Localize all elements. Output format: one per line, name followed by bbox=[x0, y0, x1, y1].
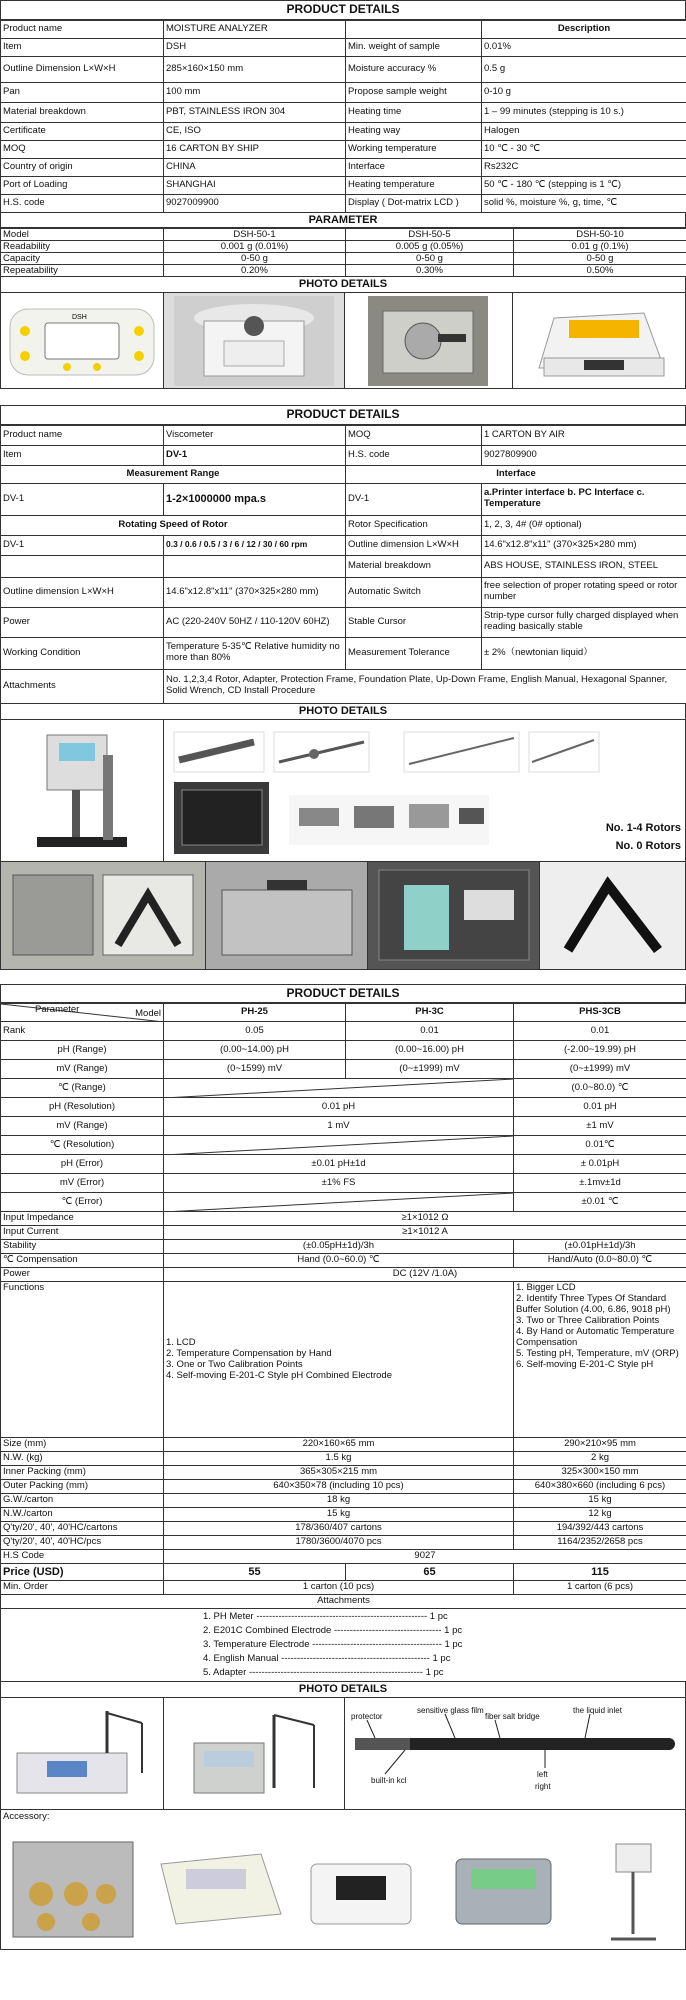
cell: (-2.00~19.99) pH bbox=[514, 1041, 686, 1060]
cell: Working Condition bbox=[1, 637, 164, 669]
cell: ±1% FS bbox=[164, 1174, 514, 1193]
cell: Interface bbox=[346, 465, 686, 483]
cell: DSH-50-5 bbox=[346, 229, 514, 241]
cell: Price (USD) bbox=[1, 1564, 164, 1581]
cell: 0.01 bbox=[346, 1022, 514, 1041]
col-phs3cb: PHS-3CB bbox=[514, 1004, 686, 1022]
cell: 1 – 99 minutes (stepping is 10 s.) bbox=[482, 102, 686, 122]
cell: ℃ (Range) bbox=[1, 1079, 164, 1098]
attachment-item: 2. E201C Combined Electrode ---------------------------------- 1 pc bbox=[203, 1625, 463, 1637]
right-label: right bbox=[535, 1781, 551, 1791]
cell: 178/360/407 cartons bbox=[164, 1522, 514, 1536]
cell: PBT, STAINLESS IRON 304 bbox=[164, 102, 346, 122]
cell: DSH bbox=[164, 38, 346, 56]
col-ph25: PH-25 bbox=[164, 1004, 346, 1022]
section1-title: PRODUCT DETAILS bbox=[0, 0, 686, 20]
cell: MOQ bbox=[1, 140, 164, 158]
cell: 0.30% bbox=[346, 265, 514, 277]
cell: 0.3 / 0.6 / 0.5 / 3 / 6 / 12 / 30 / 60 rpm bbox=[164, 535, 346, 555]
cell: No. 1,2,3,4 Rotor, Adapter, Protection Frame, Foundation Plate, Up-Down Frame, English Manual, Hexagonal Spanner, Solid Wrench, CD Install Procedure bbox=[164, 669, 686, 703]
cell: 12 kg bbox=[514, 1508, 686, 1522]
functions-a bbox=[164, 1282, 514, 1438]
cell: Min. Order bbox=[1, 1581, 164, 1595]
left-label: left bbox=[537, 1769, 548, 1779]
functions-label: Functions bbox=[1, 1282, 164, 1438]
cell: (0~±1999) mV bbox=[514, 1060, 686, 1079]
cell: (0.00~14.00) pH bbox=[164, 1041, 346, 1060]
cell: 0-50 g bbox=[514, 253, 686, 265]
cell: (0.0~80.0) ℃ bbox=[514, 1079, 686, 1098]
attachments-label: Attachments bbox=[1, 1595, 686, 1609]
cell: Stable Cursor bbox=[346, 607, 482, 637]
cell: Inner Packing (mm) bbox=[1, 1466, 164, 1480]
accessory-panel bbox=[0, 1810, 686, 1950]
moisture-analyzer-photo bbox=[513, 293, 686, 388]
cell: Viscometer bbox=[164, 425, 346, 445]
cell: Hand/Auto (0.0~80.0) ℃ bbox=[514, 1254, 686, 1268]
function-item: 3. One or Two Calibration Points bbox=[166, 1358, 303, 1370]
cell: 1 CARTON BY AIR bbox=[482, 425, 686, 445]
function-item: 1. LCD bbox=[166, 1336, 196, 1348]
cell: 14.6"x12.8"x11" (370×325×280 mm) bbox=[164, 577, 346, 607]
cell: (0.00~16.00) pH bbox=[346, 1041, 514, 1060]
cell: ± 2%（newtonian liquid） bbox=[482, 637, 686, 669]
cell: Port of Loading bbox=[1, 176, 164, 194]
case-closed-photo bbox=[206, 862, 368, 969]
cell: Measurement Range bbox=[1, 465, 346, 483]
rotors-label-b: No. 0 Rotors bbox=[615, 839, 681, 852]
cell: N.W./carton bbox=[1, 1508, 164, 1522]
cell: 325×300×150 mm bbox=[514, 1466, 686, 1480]
cell: solid %, moisture %, g, time, ℃ bbox=[482, 194, 686, 212]
cell: DSH-50-1 bbox=[164, 229, 346, 241]
cell: Item bbox=[1, 38, 164, 56]
cell: Rotating Speed of Rotor bbox=[1, 515, 346, 535]
cell: mV (Range) bbox=[1, 1117, 164, 1136]
ph-meter-table bbox=[0, 1003, 686, 1682]
cell: 0-10 g bbox=[482, 82, 686, 102]
cell: 194/392/443 cartons bbox=[514, 1522, 686, 1536]
cell: Description bbox=[482, 20, 686, 38]
moisture-pan-photo bbox=[345, 293, 513, 388]
cell: 50 ℃ - 180 ℃ (stepping is 1 ℃) bbox=[482, 176, 686, 194]
cell: 2 kg bbox=[514, 1452, 686, 1466]
cell bbox=[1, 555, 164, 577]
cell: (±0.01pH±1d)/3h bbox=[514, 1240, 686, 1254]
function-item: 5. Testing pH, Temperature, mV (ORP) bbox=[516, 1347, 679, 1359]
function-item: 4. By Hand or Automatic Temperature Compensation bbox=[516, 1326, 675, 1348]
cell: 640×350×78 (including 10 pcs) bbox=[164, 1480, 514, 1494]
cell: 220×160×65 mm bbox=[164, 1438, 514, 1452]
cell: (0~±1999) mV bbox=[346, 1060, 514, 1079]
cell: Stability bbox=[1, 1240, 164, 1254]
cell: 1 carton (10 pcs) bbox=[164, 1581, 514, 1595]
cell: Measurement Tolerance bbox=[346, 637, 482, 669]
cell: Outer Packing (mm) bbox=[1, 1480, 164, 1494]
cell: Repeatability bbox=[1, 265, 164, 277]
cell: 100 mm bbox=[164, 82, 346, 102]
function-item: 1. Bigger LCD bbox=[516, 1282, 576, 1294]
cell: ℃ (Resolution) bbox=[1, 1136, 164, 1155]
glass-label: sensitive glass film bbox=[417, 1705, 484, 1715]
cell: ±0.01 pH±1d bbox=[164, 1155, 514, 1174]
cell: Min. weight of sample bbox=[346, 38, 482, 56]
cell: 290×210×95 mm bbox=[514, 1438, 686, 1452]
cell: pH (Resolution) bbox=[1, 1098, 164, 1117]
cell: 1 carton (6 pcs) bbox=[514, 1581, 686, 1595]
cell: 0-50 g bbox=[164, 253, 346, 265]
cell: MOISTURE ANALYZER bbox=[164, 20, 346, 38]
cell: Heating time bbox=[346, 102, 482, 122]
cell: Interface bbox=[346, 158, 482, 176]
cell: 9027009900 bbox=[164, 194, 346, 212]
cell: Halogen bbox=[482, 122, 686, 140]
photo-details-title-2: PHOTO DETAILS bbox=[0, 704, 686, 720]
cell: H.S Code bbox=[1, 1550, 164, 1564]
cell: 0-50 g bbox=[346, 253, 514, 265]
stand-photo bbox=[540, 862, 685, 969]
moisture-panel-photo bbox=[1, 293, 164, 388]
param-model-cell bbox=[1, 1004, 164, 1022]
function-item: 6. Self-moving E-201-C Style pH bbox=[516, 1358, 654, 1370]
moisture-analyzer-table bbox=[0, 20, 686, 213]
case-device-photo bbox=[368, 862, 541, 969]
cell: H.S. code bbox=[346, 445, 482, 465]
functions-b bbox=[514, 1282, 686, 1438]
cell: ≥1×1012 A bbox=[164, 1226, 686, 1240]
cell: 0.01% bbox=[482, 38, 686, 56]
function-item: 3. Two or Three Calibration Points bbox=[516, 1315, 660, 1327]
cell: Heating way bbox=[346, 122, 482, 140]
attachments-list bbox=[1, 1609, 686, 1682]
cell: ℃ (Error) bbox=[1, 1193, 164, 1212]
cell: Product name bbox=[1, 425, 164, 445]
accessory-label: Accessory: bbox=[3, 1810, 50, 1822]
cell: 0.20% bbox=[164, 265, 346, 277]
cell: 285×160×150 mm bbox=[164, 56, 346, 82]
cell: 1 mV bbox=[164, 1117, 514, 1136]
cell: 15 kg bbox=[164, 1508, 514, 1522]
cell: Outline dimension L×W×H bbox=[1, 577, 164, 607]
cell: Rs232C bbox=[482, 158, 686, 176]
cell: ±1 mV bbox=[514, 1117, 686, 1136]
cell: a.Printer interface b. PC Interface c. Temperature bbox=[482, 483, 686, 515]
cell: Readability bbox=[1, 241, 164, 253]
cell: ABS HOUSE, STAINLESS IRON, STEEL bbox=[482, 555, 686, 577]
cell: Size (mm) bbox=[1, 1438, 164, 1452]
cell: Rank bbox=[1, 1022, 164, 1041]
cell: 15 kg bbox=[514, 1494, 686, 1508]
function-item: 2. Identify Three Types Of Standard Buffer Solution (4.00, 6.86, 9018 pH) bbox=[516, 1293, 671, 1316]
cell: pH (Range) bbox=[1, 1041, 164, 1060]
protector-label: protector bbox=[351, 1711, 383, 1721]
cell: Capacity bbox=[1, 253, 164, 265]
case-open-photo bbox=[1, 862, 206, 969]
electrode-diagram bbox=[345, 1698, 685, 1809]
cell: 0.001 g (0.01%) bbox=[164, 241, 346, 253]
cell bbox=[164, 555, 346, 577]
cell: DV-1 bbox=[1, 535, 164, 555]
cell: DV-1 bbox=[1, 483, 164, 515]
cell: free selection of proper rotating speed or rotor number bbox=[482, 577, 686, 607]
viscometer-case-photos bbox=[0, 862, 686, 970]
ph3c-photo bbox=[164, 1698, 345, 1809]
cell: DSH-50-10 bbox=[514, 229, 686, 241]
cell: 0.5 g bbox=[482, 56, 686, 82]
cell: ±.1mv±1d bbox=[514, 1174, 686, 1193]
function-item: 4. Self-moving E-201-C Style pH Combined Electrode bbox=[166, 1369, 392, 1381]
param-label: Parameter bbox=[35, 1004, 80, 1016]
cell: CE, ISO bbox=[164, 122, 346, 140]
cell: Country of origin bbox=[1, 158, 164, 176]
rotors-photo bbox=[164, 720, 685, 861]
cell: Power bbox=[1, 1268, 164, 1282]
cell: Temperature 5-35℃ Relative humidity no more than 80% bbox=[164, 637, 346, 669]
cell: Input Current bbox=[1, 1226, 164, 1240]
cell: G.W./carton bbox=[1, 1494, 164, 1508]
viscometer-photo bbox=[1, 720, 164, 861]
cell: 0.01℃ bbox=[514, 1136, 686, 1155]
function-item: 2. Temperature Compensation by Hand bbox=[166, 1347, 332, 1359]
cell: Moisture accuracy % bbox=[346, 56, 482, 82]
cell: 0.01 pH bbox=[514, 1098, 686, 1117]
cell: SHANGHAI bbox=[164, 176, 346, 194]
parameter-table bbox=[0, 228, 686, 277]
cell: Outline Dimension L×W×H bbox=[1, 56, 164, 82]
cell: 0.01 bbox=[514, 1022, 686, 1041]
cell: DC (12V /1.0A) bbox=[164, 1268, 686, 1282]
cell: Automatic Switch bbox=[346, 577, 482, 607]
photo-details-title-3: PHOTO DETAILS bbox=[0, 1682, 686, 1698]
moisture-open-photo bbox=[164, 293, 345, 388]
cell: Q'ty/20', 40', 40'HC/cartons bbox=[1, 1522, 164, 1536]
cell: 365×305×215 mm bbox=[164, 1466, 514, 1480]
attachment-item: 5. Adapter ------------------------------------------------------- 1 pc bbox=[203, 1667, 444, 1679]
cell: Attachments bbox=[1, 669, 164, 703]
moisture-photos bbox=[0, 293, 686, 389]
attachment-item: 4. English Manual ----------------------------------------------- 1 pc bbox=[203, 1653, 451, 1665]
cell: (0~1599) mV bbox=[164, 1060, 346, 1079]
cell: 55 bbox=[164, 1564, 346, 1581]
cell bbox=[346, 20, 482, 38]
cell: 0.01 pH bbox=[164, 1098, 514, 1117]
cell: Power bbox=[1, 607, 164, 637]
cell: pH (Error) bbox=[1, 1155, 164, 1174]
cell: Product name bbox=[1, 20, 164, 38]
cell: 1164/2352/2658 pcs bbox=[514, 1536, 686, 1550]
cell: Propose sample weight bbox=[346, 82, 482, 102]
cell: 14.6"x12.8"x11" (370×325×280 mm) bbox=[482, 535, 686, 555]
cell: 0.05 bbox=[164, 1022, 346, 1041]
viscometer-photos bbox=[0, 720, 686, 862]
cell: Item bbox=[1, 445, 164, 465]
cell: MOQ bbox=[346, 425, 482, 445]
cell: 18 kg bbox=[164, 1494, 514, 1508]
cell: Working temperature bbox=[346, 140, 482, 158]
cell: H.S. code bbox=[1, 194, 164, 212]
kcl-label: built-in kcl bbox=[371, 1775, 407, 1785]
cell: Material breakdown bbox=[346, 555, 482, 577]
cell: CHINA bbox=[164, 158, 346, 176]
photo-details-title-1: PHOTO DETAILS bbox=[0, 277, 686, 293]
inlet-label: the liquid inlet bbox=[573, 1705, 622, 1715]
cell: Outline dimension L×W×H bbox=[346, 535, 482, 555]
cell: ℃ Compensation bbox=[1, 1254, 164, 1268]
cell: 115 bbox=[514, 1564, 686, 1581]
cell: Heating temperature bbox=[346, 176, 482, 194]
cell: 640×380×660 (including 6 pcs) bbox=[514, 1480, 686, 1494]
cell: Input Impedance bbox=[1, 1212, 164, 1226]
cell: ± 0.01pH bbox=[514, 1155, 686, 1174]
section2-title: PRODUCT DETAILS bbox=[0, 405, 686, 425]
cell: Material breakdown bbox=[1, 102, 164, 122]
cell: Display ( Dot-matrix LCD ) bbox=[346, 194, 482, 212]
diag-cell bbox=[164, 1193, 514, 1212]
viscometer-table bbox=[0, 425, 686, 704]
rotors-label-a: No. 1-4 Rotors bbox=[605, 821, 681, 834]
cell: 10 ℃ - 30 ℃ bbox=[482, 140, 686, 158]
cell: Strip-type cursor fully charged displayed when reading basically stable bbox=[482, 607, 686, 637]
cell: Model bbox=[1, 229, 164, 241]
ph-meter-photos bbox=[0, 1698, 686, 1810]
model-label: Model bbox=[135, 1008, 161, 1020]
diag-cell bbox=[164, 1136, 514, 1155]
cell: 1.5 kg bbox=[164, 1452, 514, 1466]
cell: Hand (0.0~60.0) ℃ bbox=[164, 1254, 514, 1268]
cell: (±0.05pH±1d)/3h bbox=[164, 1240, 514, 1254]
attachment-item: 1. PH Meter ------------------------------------------------------ 1 pc bbox=[203, 1611, 448, 1623]
ph25-photo bbox=[1, 1698, 164, 1809]
cell: AC (220-240V 50HZ / 110-120V 60HZ) bbox=[164, 607, 346, 637]
cell: Q'ty/20', 40', 40'HC/pcs bbox=[1, 1536, 164, 1550]
cell: Certificate bbox=[1, 122, 164, 140]
cell: 1-2×1000000 mpa.s bbox=[164, 483, 346, 515]
parameter-title: PARAMETER bbox=[0, 213, 686, 229]
diag-cell bbox=[164, 1079, 514, 1098]
cell: ±0.01 ℃ bbox=[514, 1193, 686, 1212]
cell: 16 CARTON BY SHIP bbox=[164, 140, 346, 158]
cell: 1780/3600/4070 pcs bbox=[164, 1536, 514, 1550]
cell: mV (Range) bbox=[1, 1060, 164, 1079]
cell: 0.005 g (0.05%) bbox=[346, 241, 514, 253]
cell: 1, 2, 3, 4# (0# optional) bbox=[482, 515, 686, 535]
cell: N.W. (kg) bbox=[1, 1452, 164, 1466]
cell: 65 bbox=[346, 1564, 514, 1581]
cell: DV-1 bbox=[164, 445, 346, 465]
col-ph3c: PH-3C bbox=[346, 1004, 514, 1022]
cell: 9027 bbox=[164, 1550, 686, 1564]
cell: DV-1 bbox=[346, 483, 482, 515]
cell: 9027809900 bbox=[482, 445, 686, 465]
device-label: DSH bbox=[71, 313, 87, 321]
cell: ≥1×1012 Ω bbox=[164, 1212, 686, 1226]
section3-title: PRODUCT DETAILS bbox=[0, 984, 686, 1004]
cell: mV (Error) bbox=[1, 1174, 164, 1193]
bridge-label: fiber salt bridge bbox=[485, 1711, 540, 1721]
attachment-item: 3. Temperature Electrode ----------------------------------------- 1 pc bbox=[203, 1639, 463, 1651]
cell: 0.01 g (0.1%) bbox=[514, 241, 686, 253]
cell: Rotor Specification bbox=[346, 515, 482, 535]
cell: Pan bbox=[1, 82, 164, 102]
cell: 0.50% bbox=[514, 265, 686, 277]
